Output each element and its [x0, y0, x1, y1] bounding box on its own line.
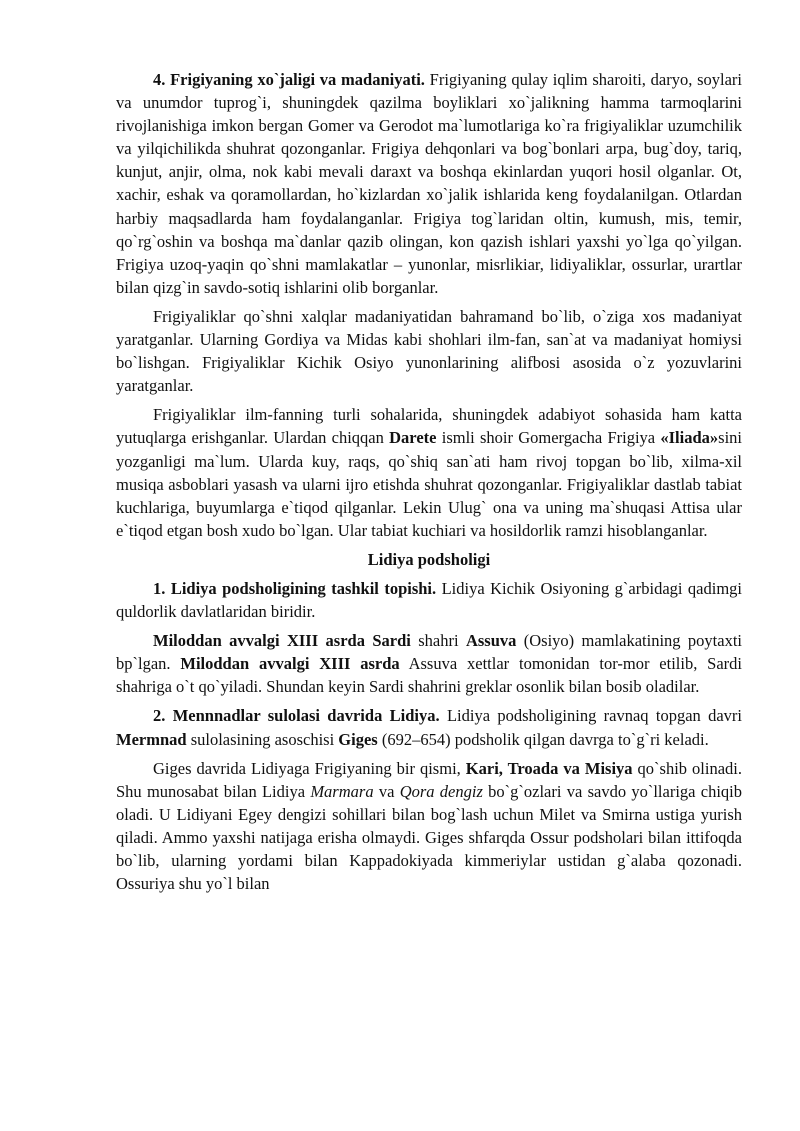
- section-title-lidiya-founding: 1. Lidiya podsholigining tashkil topishi.: [153, 578, 437, 598]
- paragraph-lidiya-founding: [116, 577, 742, 623]
- paragraph-text: (692–654) podsholik qilgan davrga to`g`ri keladi.: [377, 729, 709, 749]
- section-title-mermnad: 2. Mennnadlar sulolasi davrida Lidiya.: [153, 706, 440, 726]
- bold-term-regions: Kari, Troada va Misiya: [465, 758, 633, 778]
- paragraph-text: bo`g`ozlari va savdo yo`llariga chiqib oladi. U Lidiyani Egey dengizi sohillari bilan bog`lash uchun Milet va Smirna ustiga yurish qiladi. Ammo yaxshi natijaga erisha olmaydi. Giges shfarqda Ossur podsholari bilan ittifoqda bo`lib, ularning yordami bilan Kappadokiyada kimmeriylar ustidan g`alaba qozonadi. Ossuriya shu yo`l bilan: [116, 781, 742, 894]
- paragraph-frigiya-economy: [116, 68, 742, 299]
- paragraph-giges: [116, 757, 742, 896]
- paragraph-text: sulolasining asoschisi: [186, 729, 339, 749]
- bold-term-assuva: Assuva: [465, 631, 517, 651]
- paragraph-text: Frigiyaliklar qo`shni xalqlar madaniyatidan bahramand bo`lib, o`ziga xos madaniyat yaratganlar. Ularning Gordiya va Midas kabi shohlari ilm-fan, san`at va madaniyat homiysi bo`lishgan. Frigiyaliklar Kichik Osiyo yunonlarining alifbosi asosida o`z yozuvlarini yaratganlar.: [116, 306, 742, 396]
- section-heading-lidiya: Lidiya podsholigi: [367, 549, 491, 569]
- section-title-frigiya-economy: 4. Frigiyaning xo`jaligi va madaniyati.: [153, 70, 425, 89]
- bold-term-giges: Giges: [338, 729, 378, 749]
- paragraph-text: va: [373, 781, 400, 801]
- paragraph-text: Frigiyaliklar ilm-fanning turli sohalarida, shuningdek adabiyot sohasida ham katta yutuqlarga erishganlar. Ulardan chiqqan: [116, 405, 742, 448]
- bold-term-darete: Darete: [389, 428, 437, 448]
- bold-term-date: Miloddan avvalgi XIII asrda: [180, 654, 400, 674]
- bold-term-sardi: Miloddan avvalgi XIII asrda Sardi: [153, 631, 411, 651]
- paragraph-text: sini yozganligi ma`lum. Ularda kuy, raqs, qo`shiq san`ati ham rivoj topgan bo`lib, xilma-xil musiqa asboblari yasash va ularni ijro etishda shuhrat qozonganlar. Frigiyaliklar dastlab tabiat kuchlariga, buyumlarga e`tiqod qilganlar. Lekin Ulug` ona va uning ma`shuqasi Attisa ular e`tiqod etgan bosh xudo bo`lgan. Ular tabiat kuchiari va hosildorlik ramzi hisoblanganlar.: [116, 428, 742, 540]
- paragraph-text: Frigiyaning qulay iqlim sharoiti, daryo, soylari va unumdor tuprog`i, shuningdek qazilma boyliklari xo`jalikning hamma tarmoqlarini rivojlanishiga imkon bergan Gomer va Gerodot ma`lumotlariga ko`ra frigiyaliklar uzumchilik va yilqichilikda shuhrat qozonganlar. Frigiya dehqonlari va bog`bonlari arpa, bug`doy, tariq, kunjut, anjir, olma, nok kabi mevali daraxt va boshqa ekinlardan yuqori hosil olganlar. Ot, xachir, eshak va qoramollardan, ho`kizlardan xo`jalik ishlarida keng foydalanilgan. Otlardan harbiy maqsadlarda ham foydalanganlar. Frigiya tog`laridan oltin, kumush, mis, temir, qo`rg`oshin va boshqa ma`danlar qazib olingan, kon qazish ishlari yaxshi yo`lga qo`yilgan. Frigiya uzoq-yaqin qo`shni mamlakatlar – yunonlar, misrlikiar, lidiyaliklar, ossurlar, urartlar bilan qizg`in savdo-sotiq ishlarini olib borganlar.: [116, 70, 742, 297]
- paragraph-text: Giges davrida Lidiyaga Frigiyaning bir qismi,: [153, 758, 466, 778]
- paragraph-mermnad: [116, 704, 742, 750]
- paragraph-text: ismli shoir Gomergacha Frigiya: [436, 428, 661, 448]
- paragraph-sardi: [116, 629, 742, 698]
- paragraph-text: qo`shib olinadi. Shu munosabat bilan Lidiya: [116, 758, 743, 801]
- document-page: [116, 68, 742, 901]
- paragraph-text: Lidiya Kichik Osiyoning g`arbidagi qadimgi quldorlik davlatlaridan biridir.: [116, 578, 742, 622]
- italic-term-marmara: Marmara: [310, 781, 374, 801]
- paragraph-text: shahri: [410, 631, 466, 651]
- paragraph-text: (Osiyo) mamlakatining poytaxti bp`lgan.: [116, 631, 742, 674]
- paragraph-frigiya-science: [116, 403, 742, 542]
- italic-term-qora-dengiz: Qora dengiz: [399, 781, 483, 801]
- paragraph-text: Assuva xettlar tomonidan tor-mor etilib, Sardi shahriga o`t qo`yiladi. Shundan keyin Sardi shahrini greklar osonlik bilan bosib oladilar.: [116, 654, 743, 697]
- paragraph-text: Lidiya podsholigining ravnaq topgan davri: [439, 706, 742, 726]
- bold-term-iliada: «Iliada»: [660, 428, 719, 448]
- bold-term-mermnad: Mermnad: [116, 729, 187, 749]
- paragraph-frigiya-culture: [116, 305, 742, 397]
